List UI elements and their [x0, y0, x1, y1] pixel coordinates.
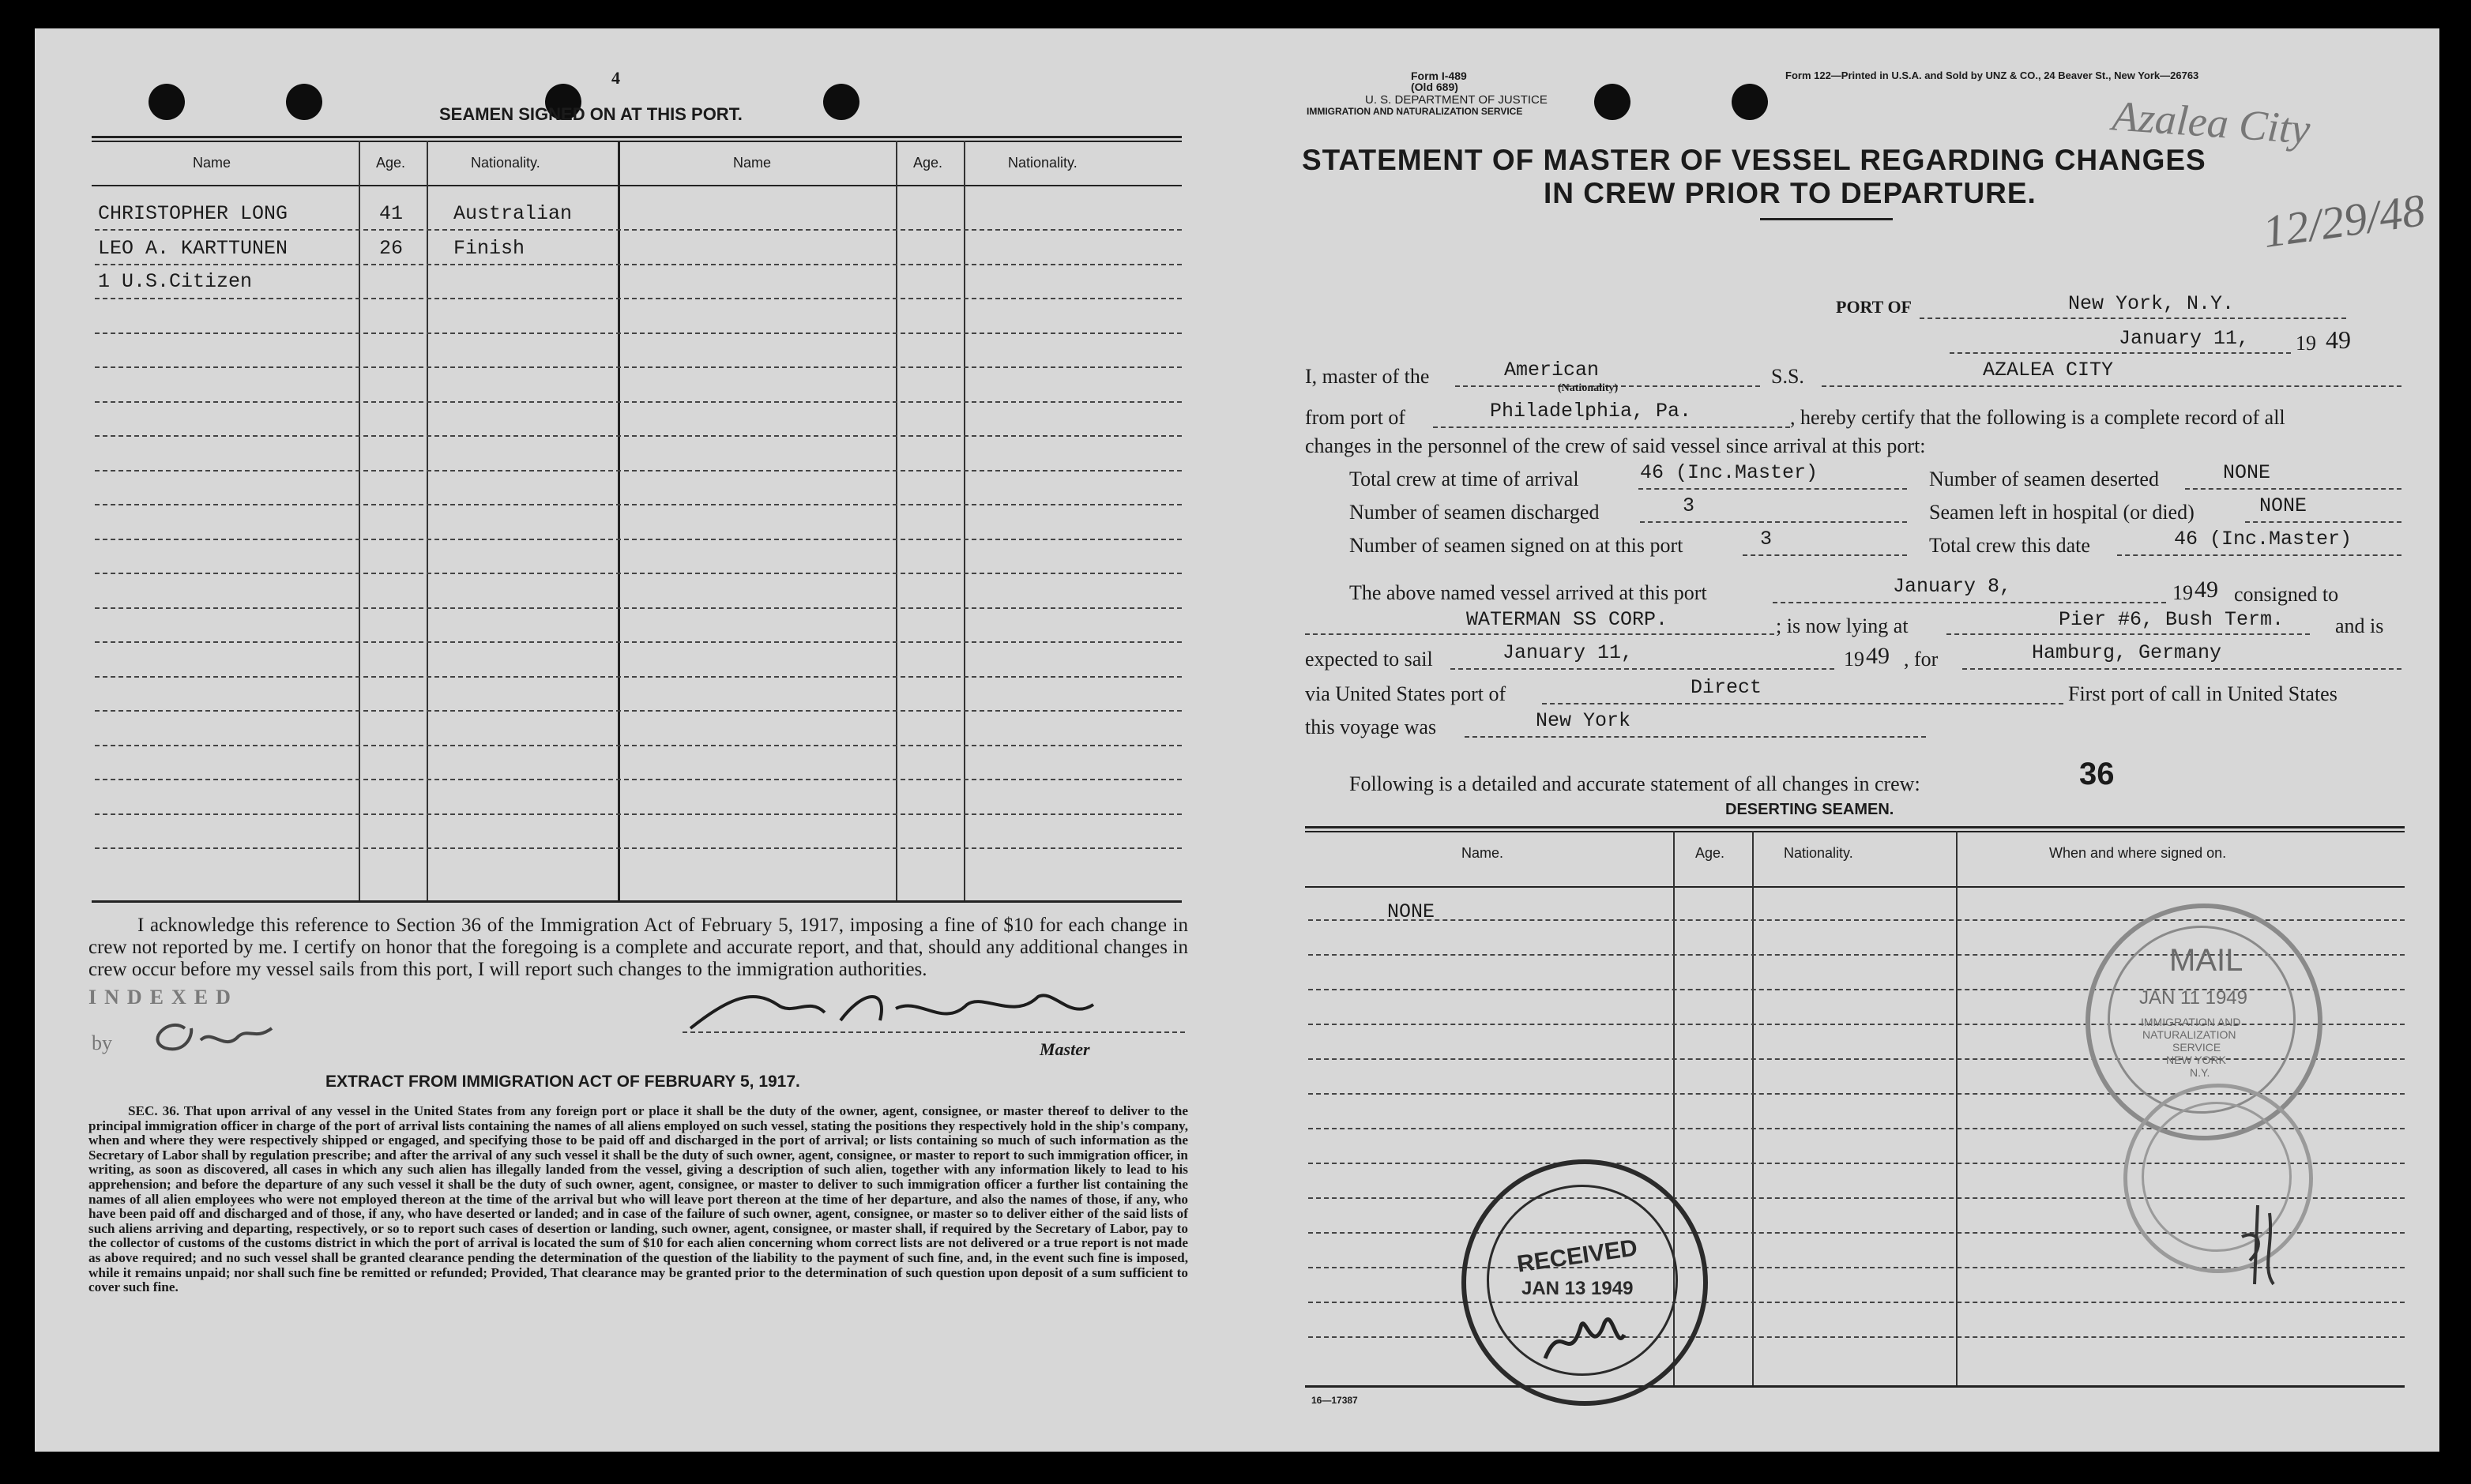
following-text: Following is a detailed and accurate statement of all changes in crew:: [1349, 772, 1920, 795]
seaman-nationality: Australian: [453, 202, 573, 225]
mail-stamp-date: JAN 11 1949: [2139, 987, 2247, 1009]
from-port-value: Philadelphia, Pa.: [1490, 400, 1692, 423]
field-line: [2245, 521, 2401, 523]
field-line: [1640, 521, 1907, 523]
col-divider: [618, 141, 620, 900]
changes-text: changes in the personnel of the crew of said vessel since arrival at this port:: [1305, 434, 1926, 457]
received-initials: [1537, 1303, 1632, 1374]
changes-count: 36: [2079, 757, 2115, 791]
voyage-label: this voyage was: [1305, 716, 1437, 738]
for-label: , for: [1904, 648, 1939, 671]
section-title: SEAMEN SIGNED ON AT THIS PORT.: [439, 104, 743, 124]
col-header-name-2: Name: [733, 155, 772, 171]
extract-title: EXTRACT FROM IMMIGRATION ACT OF FEBRUARY 5, 1917.: [325, 1073, 800, 1091]
total-crew-now-value: 46 (Inc.Master): [2174, 528, 2353, 550]
expected-label: expected to sail: [1305, 648, 1433, 671]
field-line: [1433, 426, 1790, 428]
year-value: 49: [2326, 325, 2351, 354]
lying-label: ; is now lying at: [1776, 614, 1909, 637]
footer-code: 16—17387: [1311, 1395, 1358, 1406]
table-row-line: [95, 779, 1182, 780]
seaman-name: CHRISTOPHER LONG: [98, 202, 288, 225]
punch-hole: [823, 84, 859, 120]
table-row-line: [95, 332, 1182, 334]
nationality-value: American: [1504, 359, 1600, 381]
seaman-age: 26: [379, 237, 404, 260]
consigned-label: consigned to: [2234, 583, 2339, 606]
total-crew-now-label: Total crew this date: [1929, 534, 2090, 557]
field-line: [1465, 736, 1926, 738]
via-label: via United States port of: [1305, 682, 1506, 705]
rule: [1305, 1385, 2405, 1388]
rule: [92, 900, 1182, 903]
first-port-label: First port of call in United States: [2068, 682, 2337, 705]
received-stamp: [1461, 1159, 1708, 1406]
mail-stamp-line: NATURALIZATION: [2142, 1028, 2236, 1041]
desert-col-when-where: When and where signed on.: [2049, 845, 2227, 861]
year-prefix: 19: [2296, 332, 2316, 355]
indexed-stamp: INDEXED: [88, 986, 239, 1009]
col-divider: [427, 141, 428, 900]
title-underline: [1760, 218, 1893, 220]
field-line: [1946, 633, 2310, 635]
master-signature: [683, 973, 1125, 1044]
arrived-year-value: 49: [2195, 577, 2218, 603]
master-of-label: I, master of the: [1305, 365, 1430, 388]
certify-text: , hereby certify that the following is a complete record of all: [1790, 406, 2285, 429]
rule: [92, 141, 1182, 142]
mail-stamp-line: IMMIGRATION AND: [2141, 1016, 2241, 1028]
received-stamp-date: JAN 13 1949: [1521, 1278, 1634, 1299]
field-line: [1305, 633, 1774, 635]
total-crew-arrival-value: 46 (Inc.Master): [1640, 461, 1818, 484]
handwritten-vessel-name: Azalea City: [2111, 92, 2312, 153]
field-line: [1773, 602, 2166, 603]
rule: [92, 136, 1182, 138]
port-of-label: PORT OF: [1836, 297, 1912, 317]
col-divider: [896, 141, 897, 900]
acknowledgment-text: I acknowledge this reference to Section 36 of the Immigration Act of February 5, 1917, imposing a fine of $10 for each change in crew not reported by me. I certify on honor that the foregoing is a complete and accurate report, and that, should any additional changes in crew occur before my vessel sails from this port, I will report such changes to the immigration authorities.: [88, 915, 1188, 980]
sail-date-value: January 11,: [1503, 641, 1634, 664]
field-line: [1542, 703, 2063, 704]
and-is-label: and is: [2335, 614, 2384, 637]
sail-year-value: 49: [1866, 643, 1890, 669]
date-value: January 11,: [2119, 327, 2250, 350]
signed-on-label: Number of seamen signed on at this port: [1349, 534, 1683, 557]
nationality-caption: (Nationality): [1558, 382, 1619, 394]
from-port-label: from port of: [1305, 406, 1406, 429]
handwritten-note: [2226, 1197, 2289, 1292]
desert-col-name: Name.: [1461, 845, 1504, 861]
handwritten-date: 12/29/48: [2259, 183, 2428, 258]
rule: [1305, 886, 2405, 888]
field-line: [2185, 488, 2401, 490]
arrived-label: The above named vessel arrived at this port: [1349, 581, 1707, 604]
field-line: [2117, 554, 2401, 556]
punch-hole: [286, 84, 322, 120]
col-divider: [964, 141, 965, 900]
lying-at-value: Pier #6, Bush Term.: [2059, 608, 2285, 631]
deserting-entry: NONE: [1387, 900, 1435, 923]
arrived-date-value: January 8,: [1893, 575, 2012, 598]
table-row-line: [95, 539, 1182, 540]
table-row-line: [95, 676, 1182, 678]
field-line: [1450, 668, 1834, 670]
table-row-line: [95, 298, 1182, 299]
table-row-line: [95, 573, 1182, 574]
hospital-label: Seamen left in hospital (or died): [1929, 501, 2195, 524]
col-divider: [359, 141, 360, 900]
punch-hole: [1732, 84, 1768, 120]
seaman-nationality: Finish: [453, 237, 525, 260]
service-name: IMMIGRATION AND NATURALIZATION SERVICE: [1307, 106, 1523, 117]
col-header-age: Age.: [376, 155, 406, 171]
table-row-line: [95, 607, 1182, 609]
document-sheet: [35, 28, 2439, 1452]
form-old-number: (Old 689): [1411, 81, 1458, 93]
seaman-age: 41: [379, 202, 404, 225]
table-row-line: [95, 435, 1182, 437]
table-row-line: [95, 847, 1182, 849]
desert-col-nationality: Nationality.: [1784, 845, 1853, 861]
mail-stamp-title: MAIL: [2169, 943, 2243, 978]
deserted-label: Number of seamen deserted: [1929, 468, 2159, 490]
discharged-value: 3: [1683, 494, 1695, 517]
rule: [92, 185, 1182, 186]
field-line: [1950, 352, 2291, 354]
col-header-nationality: Nationality.: [471, 155, 540, 171]
arrived-year-prefix: 19: [2172, 581, 2193, 604]
field-line: [1743, 554, 1907, 556]
deserting-title: DESERTING SEAMEN.: [1725, 801, 1894, 818]
col-header-name: Name: [193, 155, 231, 171]
signed-on-value: 3: [1760, 528, 1773, 550]
mail-stamp-line: SERVICE: [2172, 1041, 2221, 1054]
table-row-line: [95, 641, 1182, 643]
table-row-line: [1308, 1336, 2405, 1338]
destination-value: Hamburg, Germany: [2032, 641, 2222, 664]
total-crew-arrival-label: Total crew at time of arrival: [1349, 468, 1579, 490]
table-row-line: [95, 229, 1182, 231]
table-row-line: [95, 401, 1182, 403]
master-label: Master: [1040, 1039, 1090, 1059]
consignee-value: WATERMAN SS CORP.: [1466, 608, 1668, 631]
by-label: by: [92, 1031, 112, 1054]
punch-hole: [1594, 84, 1630, 120]
via-port-value: Direct: [1691, 676, 1762, 699]
ss-label: S.S.: [1771, 365, 1804, 388]
mail-stamp-line: N.Y.: [2190, 1066, 2210, 1079]
received-stamp-title: RECEIVED: [1515, 1234, 1639, 1278]
table-row-line: [95, 366, 1182, 368]
col-header-nationality-2: Nationality.: [1008, 155, 1078, 171]
deserted-value: NONE: [2223, 461, 2271, 484]
port-of-value: New York, N.Y.: [2068, 292, 2235, 315]
mail-stamp-line: NEW YORK: [2166, 1054, 2226, 1066]
form-number: Form I-489: [1411, 70, 1467, 82]
table-row-line: [95, 710, 1182, 712]
rule: [1305, 831, 2405, 832]
field-line: [1920, 317, 2346, 319]
table-row-line: [95, 264, 1182, 265]
col-header-age-2: Age.: [913, 155, 943, 171]
seaman-name: 1 U.S.Citizen: [98, 270, 253, 293]
form-title-line2: IN CREW PRIOR TO DEPARTURE.: [1544, 177, 2037, 209]
sail-year-prefix: 19: [1844, 648, 1864, 671]
extract-text: SEC. 36. That upon arrival of any vessel in the United States from any foreign port or place it shall be the duty of the owner, agent, consignee, or master thereof to deliver to the principal immigration officer in charge of the port of arrival lists containing the names of all aliens employed on such vessel, stating the positions they respectively hold in the ship's company, when and where they were respectively shipped or engaged, and specifying those to be paid off and discharged in the port of arrival; or lists containing so much of such information as the Secretary of Labor shall by regulation prescribe; and after the arrival of any such vessel it shall be the duty of such owner, agent, consignee, or master to report to such immigration officer, in writing, as soon as discovered, all cases in which any such alien has illegally landed from the vessel, giving a description of such alien, together with any information likely to lead to his apprehension; and before the departure of any such vessel it shall be the duty of such owner, agent, consignee, or master to deliver to such immigration officer a further list containing the names of all alien employees who were not employed thereon at the time of the arrival but who will leave port thereon at the time of her departure, and also the names of those, if any, who have been paid off and discharged and of those, if any, who have deserted or landed; and in case of the failure of such owner, agent, consignee, or master so to deliver either of the said lists of such aliens arriving and departing, respectively, or so to report such cases of desertion or landing, such owner, agent, consignee, or master shall, if required by the Secretary of Labor, pay to the collector of customs of the customs district in which the port of arrival is located the sum of $10 for each alien concerning whom correct lists are not delivered or a true report is not made as above required; and no such vessel shall be granted clearance pending the determination of the question of the liability to the payment of such fine, and, in the event such fine is imposed, while it remains unpaid; nor shall such fine be remitted or refunded; Provided, That clearance may be granted prior to the determination of such question upon deposit of a sum sufficient to cover such fine.: [88, 1103, 1188, 1295]
desert-col-age: Age.: [1695, 845, 1725, 861]
field-line: [1822, 385, 2401, 387]
seaman-name: LEO A. KARTTUNEN: [98, 237, 288, 260]
page-number: 4: [611, 68, 620, 88]
department-name: U. S. DEPARTMENT OF JUSTICE: [1365, 93, 1548, 107]
field-line: [1638, 488, 1907, 490]
discharged-label: Number of seamen discharged: [1349, 501, 1600, 524]
table-row-line: [95, 813, 1182, 815]
first-port-value: New York: [1536, 709, 1631, 732]
hospital-value: NONE: [2259, 494, 2307, 517]
punch-hole: [149, 84, 185, 120]
printer-line: Form 122—Printed in U.S.A. and Sold by UNZ & CO., 24 Beaver St., New York—26763: [1785, 70, 2199, 81]
form-title-line1: STATEMENT OF MASTER OF VESSEL REGARDING CHANGES: [1302, 144, 2206, 176]
field-line: [1962, 668, 2401, 670]
table-row-line: [95, 745, 1182, 746]
table-row-line: [95, 470, 1182, 471]
initials-signature: [137, 1005, 280, 1060]
vessel-name-value: AZALEA CITY: [1983, 359, 2114, 381]
rule: [1305, 826, 2405, 828]
table-row-line: [95, 504, 1182, 505]
